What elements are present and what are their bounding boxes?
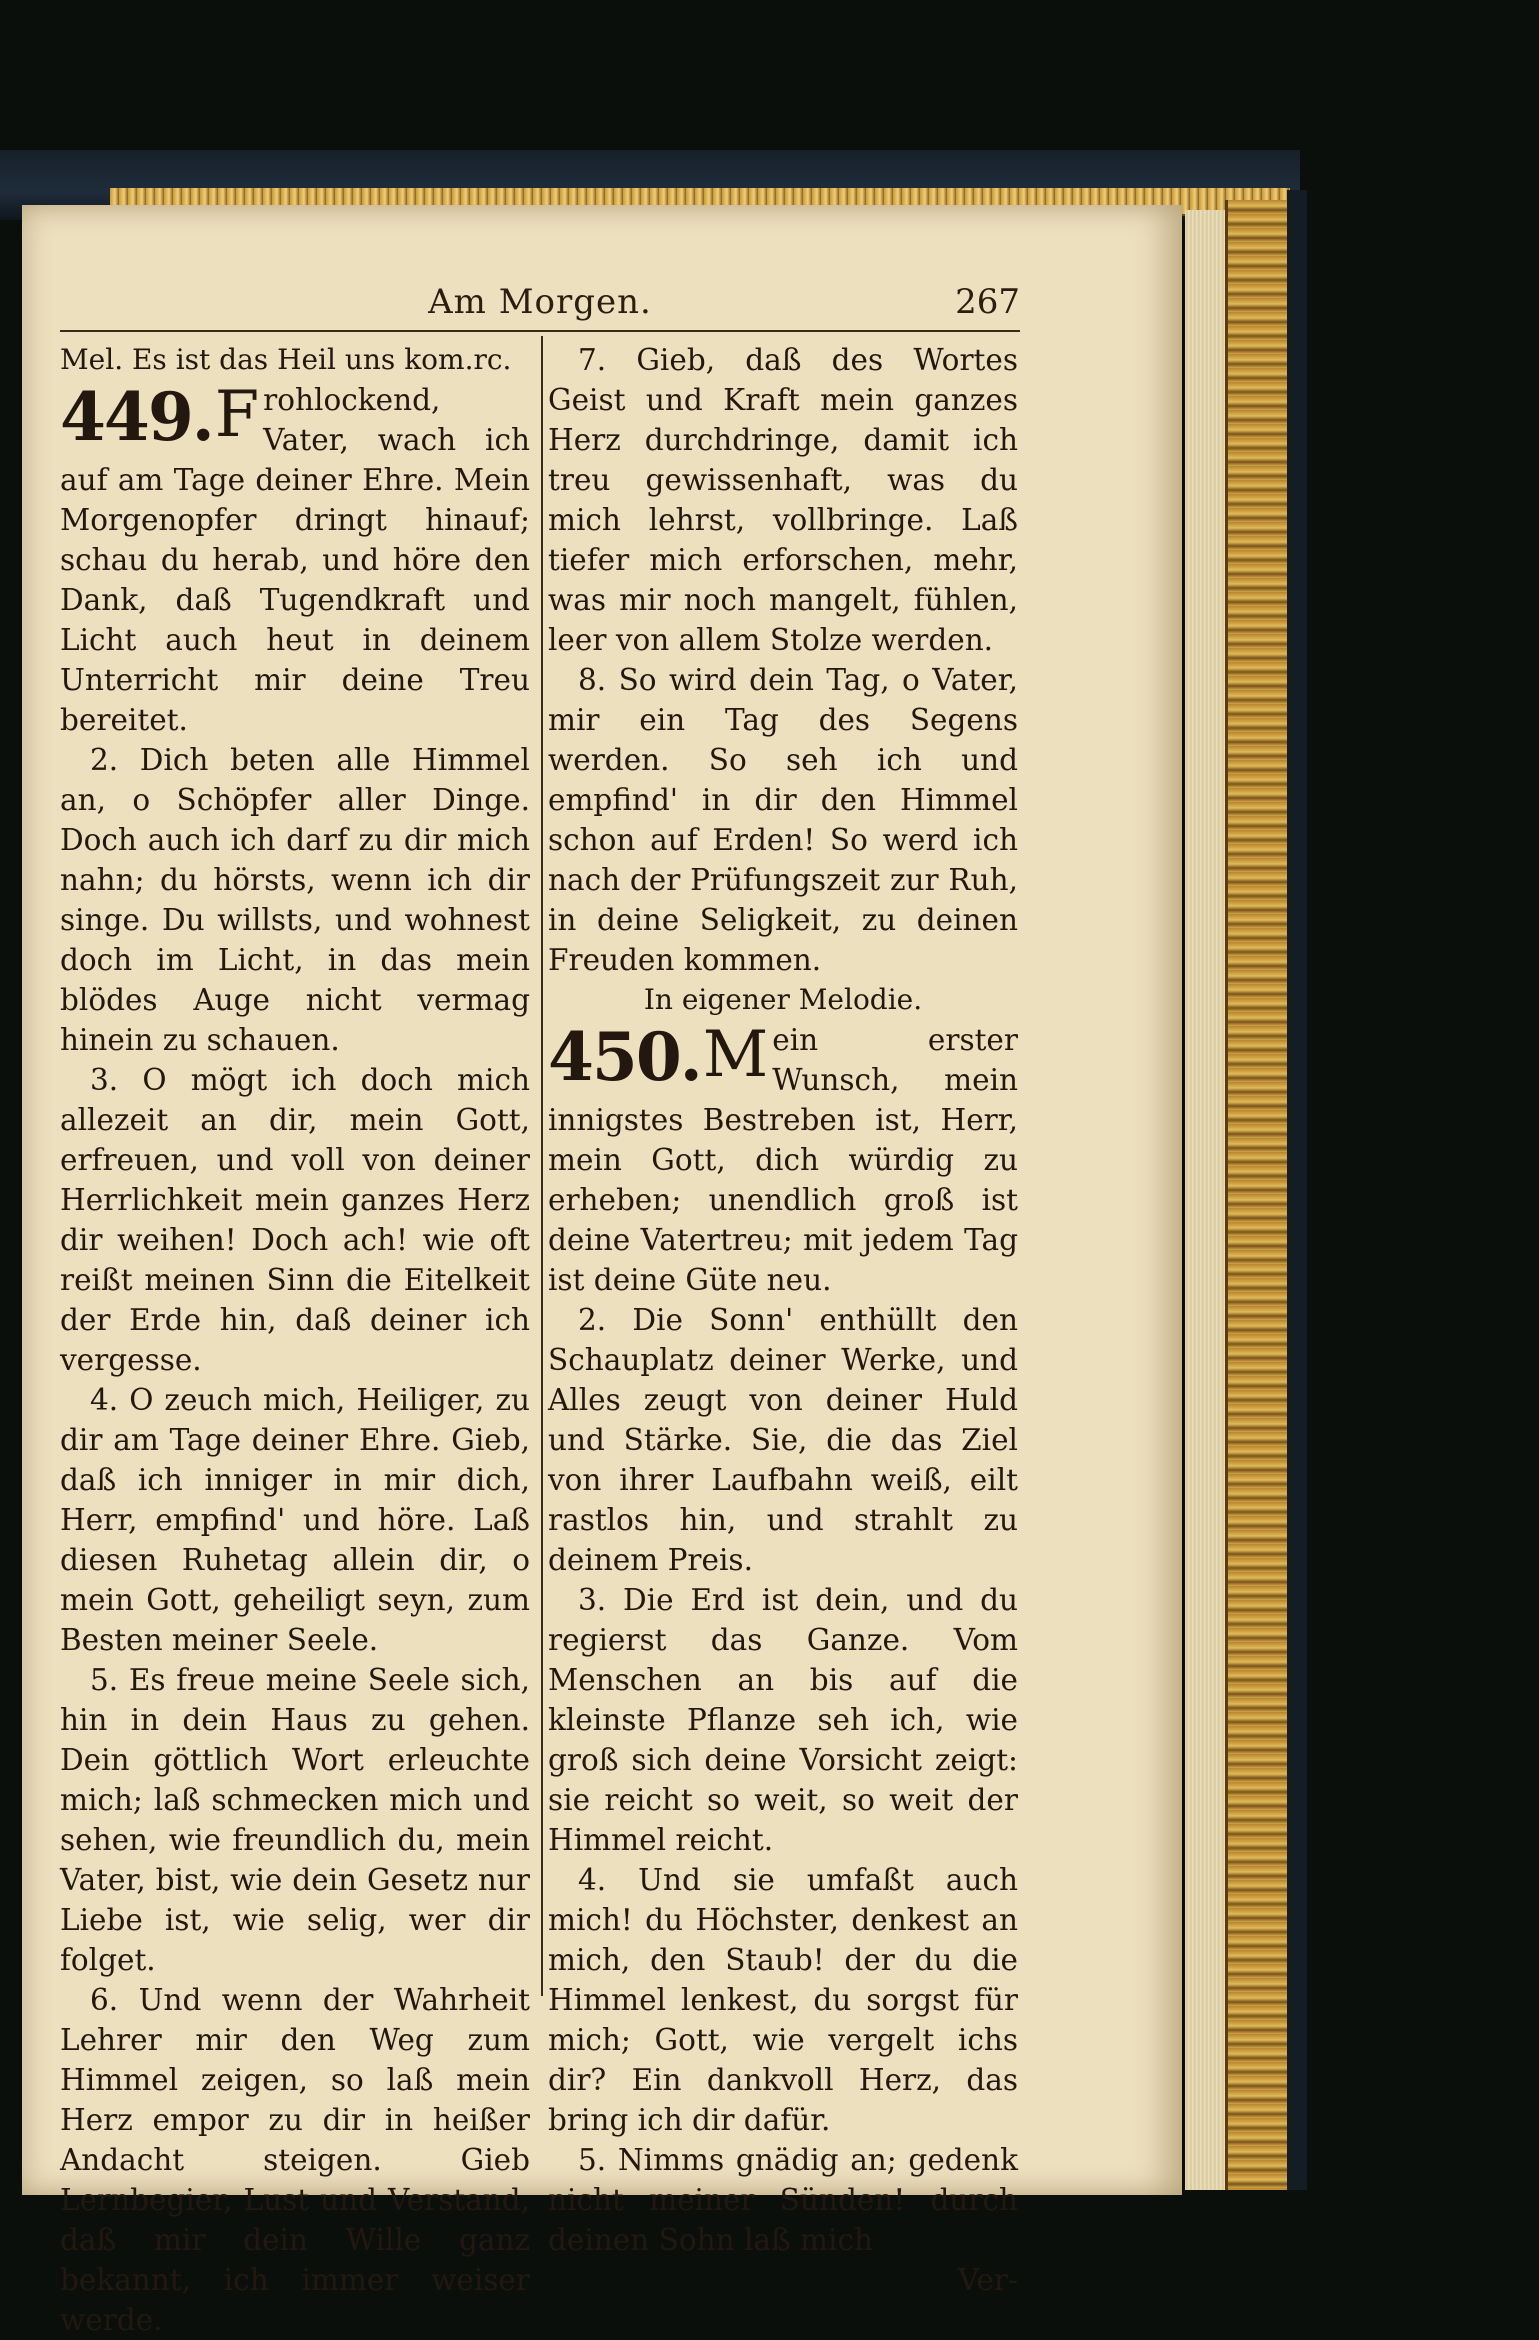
hymn-449-first-verse	[60, 380, 530, 740]
hymn-number: 449.	[60, 378, 213, 456]
column-rule	[541, 336, 543, 1996]
verse: 7. Gieb, daß des Wortes Geist und Kraft mein ganzes Herz durchdringe, damit ich treu gewissenhaft, was du mich lehrst, vollbringe. Laß tiefer mich erforschen, mehr, was mir noch mangelt, fühlen, leer von allem Stolze werden.	[548, 343, 1018, 657]
verse-text: ein erster Wunsch, mein innigstes Bestreben ist, Herr, mein Gott, dich würdig zu erheben; unendlich groß ist deine Vatertreu; mit jedem Tag ist deine Güte neu.	[548, 1023, 1018, 1297]
hymn-450-first-verse	[548, 1020, 1018, 1300]
verse: 2. Die Sonn' enthüllt den Schauplatz deiner Werke, und Alles zeugt von deiner Huld und Stärke. Sie, die das Ziel von ihrer Laufbahn weiß, eilt rastlos hin, und strahlt zu deinem Preis.	[548, 1303, 1018, 1577]
verse: 4. Und sie umfaßt auch mich! du Höchster, denkest an mich, den Staub! der du die Himmel lenkest, du sorgst für mich; Gott, wie vergelt ichs dir? Ein dankvoll Herz, das bring ich dir dafür.	[548, 1863, 1018, 2137]
page-edges	[1185, 210, 1225, 2190]
verse: 3. O mögt ich doch mich allezeit an dir, mein Gott, erfreuen, und voll von deiner Herrlichkeit mein ganzes Herz dir weihen! Doch ach! wie oft reißt meinen Sinn die Eitelkeit der Erde hin, daß deiner ich vergesse.	[60, 1063, 530, 1377]
right-column	[548, 340, 1018, 2300]
page-header	[60, 280, 1020, 332]
gilt-fore-edge	[1225, 200, 1294, 2190]
verse: 3. Die Erd ist dein, und du regierst das Ganze. Vom Menschen an bis auf die kleinste Pflanze seh ich, wie groß sich deine Vorsicht zeigt: sie reicht so weit, so weit der Himmel reicht.	[548, 1583, 1018, 1857]
book-cover-right-edge	[1287, 190, 1307, 2190]
verse-text: rohlockend, Vater, wach ich auf am Tage deiner Ehre. Mein Morgenopfer dringt hinauf; schau du herab, und höre den Dank, daß Tugendkraft und Licht auch heut in deinem Unterricht mir deine Treu bereitet.	[60, 383, 530, 737]
hymn-number: 450.	[548, 1018, 701, 1096]
verse: 4. O zeuch mich, Heiliger, zu dir am Tage deiner Ehre. Gieb, daß ich inniger in mir dich, Herr, empfind' und höre. Laß diesen Ruhetag allein dir, o mein Gott, geheiligt seyn, zum Besten meiner Seele.	[60, 1383, 530, 1657]
verse: 8. So wird dein Tag, o Vater, mir ein Tag des Segens werden. So seh ich und empfind' in dir den Himmel schon auf Erden! So werd ich nach der Prüfungszeit zur Ruh, in deine Seligkeit, zu deinen Freuden kommen.	[548, 663, 1018, 977]
verse: 6. Und wenn der Wahrheit Lehrer mir den Weg zum Himmel zeigen, so laß mein Herz empor zu dir in heißer Andacht steigen. Gieb Lernbegier, Lust und Verstand, daß mir dein Wille ganz bekannt, ich immer weiser werde.	[60, 1983, 530, 2337]
running-head: Am Morgen.	[428, 282, 652, 322]
left-column	[60, 340, 530, 2340]
drop-cap: F	[214, 378, 260, 452]
verse: 5. Nimms gnädig an; gedenk nicht meiner Sünden! durch deinen Sohn laß mich	[548, 2143, 1018, 2257]
melody-line: Mel. Es ist das Heil uns kom.rc.	[60, 343, 512, 376]
verse: 5. Es freue meine Seele sich, hin in dein Haus zu gehen. Dein göttlich Wort erleuchte mich; laß schmecken mich und sehen, wie freundlich du, mein Vater, bist, wie dein Gesetz nur Liebe ist, wie selig, wer dir folget.	[60, 1663, 530, 1977]
melody-line: In eigener Melodie.	[643, 983, 923, 1016]
page-number: 267	[955, 282, 1020, 322]
catchword: Ver-	[957, 2263, 1018, 2297]
drop-cap: M	[702, 1018, 769, 1092]
verse: 2. Dich beten alle Himmel an, o Schöpfer aller Dinge. Doch auch ich darf zu dir mich nahn; du hörsts, wenn ich dir singe. Du willsts, und wohnest doch im Licht, in das mein blödes Auge nicht vermag hinein zu schauen.	[60, 743, 530, 1057]
